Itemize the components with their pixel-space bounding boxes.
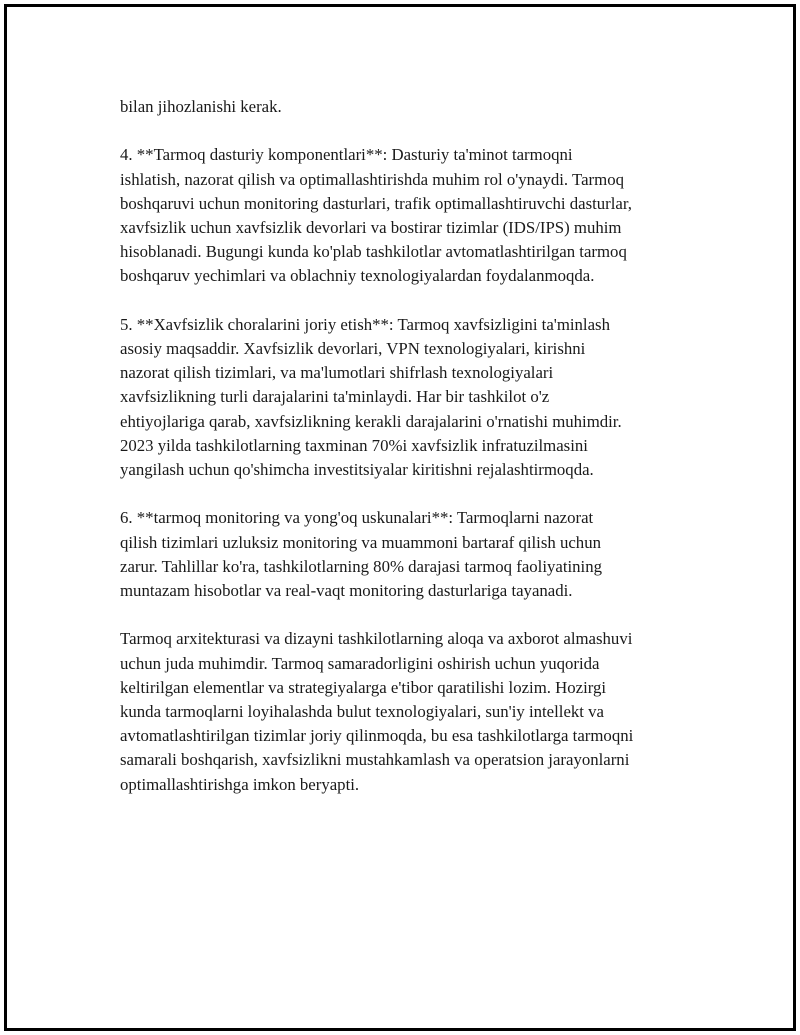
document-body	[120, 95, 700, 821]
paragraph-conclusion: Tarmoq arxitekturasi va dizayni tashkilotlarning aloqa va axborot almashuvi uchun juda muhimdir. Tarmoq samaradorligini oshirish uchun yuqorida keltirilgan elementlar va strategiyalarga e'tibor qaratilishi lozim. Hozirgi kunda tarmoqlarni loyihalashda bulut texnologiyalari, sun'iy intellekt va avtomatlashtirilgan tizimlar joriy qilinmoqda, bu esa tashkilotlarga tarmoqni samarali boshqarish, xavfsizlikni mustahkamlash va operatsion jarayonlarni optimallashtirishga imkon beryapti.	[120, 629, 634, 794]
page-frame	[4, 4, 796, 1031]
paragraph-monitoring-tools: 6. **tarmoq monitoring va yong'oq uskunalari**: Tarmoqlarni nazorat qilish tizimlari uzluksiz monitoring va muammoni bartaraf qilish uchun zarur. Tahlillar ko'ra, tashkilotlarning 80% darajasi tarmoq faoliyatining muntazam hisobotlar va real-vaqt monitoring dasturlariga tayanadi.	[120, 508, 602, 601]
paragraph-software-components: 4. **Tarmoq dasturiy komponentlari**: Dasturiy ta'minot tarmoqni ishlatish, nazorat qilish va optimallashtirishda muhim rol o'ynaydi. Tarmoq boshqaruvi uchun monitoring dasturlari, trafik optimallashtiruvchi dasturlar, xavfsizlik uchun xavfsizlik devorlari va bostirar tizimlar (IDS/IPS) muhim hisoblanadi. Bugungi kunda ko'plab tashkilotlar avtomatlashtirilgan tarmoq boshqaruv yechimlari va oblachniy texnologiyalardan foydalanmoqda.	[120, 145, 632, 286]
paragraph-security-measures: 5. **Xavfsizlik choralarini joriy etish**: Tarmoq xavfsizligini ta'minlash asosiy maqsaddir. Xavfsizlik devorlari, VPN texnologiyalari, kirishni nazorat qilish tizimlari, va ma'lumotlari shifrlash texnologiyalari xavfsizlikning turli darajalarini ta'minlaydi. Har bir tashkilot o'z ehtiyojlariga qarab, xavfsizlikning kerakli darajalarini o'rnatishi muhimdir. 2023 yilda tashkilotlarning taxminan 70%i xavfsizlik infratuzilmasini yangilash uchun qo'shimcha investitsiyalar kiritishni rejalashtirmoqda.	[120, 314, 622, 480]
paragraph-continuation: bilan jihozlanishi kerak.	[120, 97, 282, 116]
